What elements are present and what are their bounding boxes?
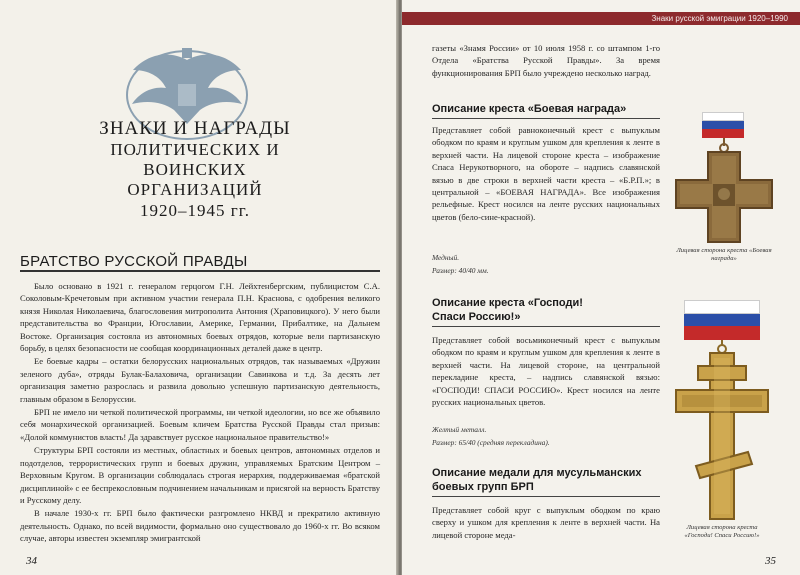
item-heading: Спаси Россию!»	[432, 311, 521, 323]
chapter-title	[60, 118, 330, 222]
item-description: Представляет собой круг с выпуклым ободком по краю сверху и ушком для крепления к ленте в верхней части. На лицевой стороне меда-	[432, 505, 660, 540]
bronze-cross-image	[666, 138, 782, 244]
page-number: 35	[765, 555, 776, 567]
figure-caption: Лицевая сторона креста «Боевая награда»	[676, 247, 772, 262]
tricolor-ribbon	[684, 300, 760, 340]
section-heading: БРАТСТВО РУССКОЙ ПРАВДЫ	[20, 253, 248, 270]
item-description: Представляет собой восьмиконечный крест с выпуклым ободком по краям и круглым ушком для крепления к ленте в верхней части. На лицевой стороне, на центральной перекладине креста, – надпись славянской вязью: «ГОСПОДИ! СПАСИ РОССИЮ». Крест носился на ленте русских национальных цветов.	[432, 335, 660, 408]
figure-caption-line: Лицевая сторона креста	[686, 524, 758, 531]
running-head-text: Знаки русской эмиграции 1920–1990	[651, 14, 788, 23]
item-size: Размер: 65/40 (средняя перекладина).	[432, 438, 550, 447]
chapter-title-line: ОРГАНИЗАЦИЙ	[127, 180, 263, 199]
item-divider	[432, 496, 660, 497]
intro-text: газеты «Знамя России» от 10 июля 1958 г. со штампом 1-го Отдела «Братства Русской Правды». За время функционирования БРП было учреждено несколько наград.	[432, 43, 660, 78]
running-head	[402, 12, 800, 25]
item-size: Размер: 40/40 мм.	[432, 266, 489, 275]
paragraph: Структуры БРП состояли из местных, областных и боевых центров, автономных отделов и подотделов, террористических групп и боевых дружин, управляемых Братским Центром – Верховным Кругом. В организации соблюдалась строгая иерархия, поддерживаемая «братской дисциплиной» с ее беспрекословным подчинением начальникам и присягой на верность Братству и Русскому делу.	[20, 445, 380, 505]
paragraph: Было основано в 1921 г. генералом герцогом Г.Н. Лейхтенбергским, публицистом С.А. Соколовым-Кречетовым при активном участии генерала П.Н. Краснова, с одобрения великого князя Николая Николаевича, благословения митрополита Антония (Храповицкого). У него были представительства во Франции, Югославии, Америке, Германии, Прибалтике, на Дальнем Востоке. Организация состояла из автономных боевых отрядов, которые вели партизанскую борьбу, в целях безопасности не сообщая координационных деталей даже в центр.	[20, 281, 380, 354]
paragraph: Ее боевые кадры – остатки белорусских национальных отрядов, так называемых «Дружин зеленого дуба», отряды Булак-Балаховича, организации Савинкова и т.д. За десять лет организация заметно разрослась и развила довольно успешную партизанскую деятельность, главным образом в Белоруссии.	[20, 356, 380, 404]
chapter-title-line: ПОЛИТИЧЕСКИХ И ВОИНСКИХ	[110, 140, 280, 179]
paragraph: В начале 1930-х гг. БРП было фактически разгромлено НКВД и прекратило активную деятельность. Однако, по всей видимости, формально оно существовало до 1960-х гг. Во всяком случае, авторы известен экземпляр эмигрантской	[20, 508, 380, 544]
left-page	[0, 0, 398, 575]
page-number: 34	[26, 555, 37, 567]
brass-orthodox-cross-image	[672, 340, 772, 522]
heading-divider	[20, 270, 380, 272]
item-heading: Описание медали для мусульманских	[432, 467, 642, 479]
tricolor-ribbon	[702, 112, 744, 138]
item-heading: Описание креста «Господи!	[432, 297, 583, 309]
item-heading: боевых групп БРП	[432, 481, 534, 493]
item-material: Медный.	[432, 253, 460, 262]
chapter-title-years: 1920–1945 гг.	[139, 201, 251, 220]
item-divider	[432, 326, 660, 327]
right-page	[402, 0, 800, 575]
item-description: Представляет собой равноконечный крест с выпуклым ободком по краям и круглым ушком для крепления к ленте в верхней части. На лицевой стороне креста – изображение Спаса Нерукотворного, на обороте – надпись славянской вязью в две строки в верхней части креста – «Б.Р.П.»; в центральной – «БОЕВАЯ НАГРАДА». Все изображения рельефные. Крест носился на ленте русских национальных цветов (бело-сине-красной).	[432, 125, 660, 222]
item-divider	[432, 118, 660, 119]
item-heading: Описание креста «Боевая награда»	[432, 103, 627, 115]
paragraph: БРП не имело ни четкой политической программы, ни четкой идеологии, но все же объявило себя монархической организацией. Боевым кличем Братства Русской Правды стал призыв: «Долой коммунистов власть! Да здравствует русское национальное правительство!»	[20, 407, 380, 442]
item-material: Желтый металл.	[432, 425, 487, 434]
figure-caption-line: «Господи! Спаси Россию!»	[684, 532, 760, 539]
figure-caption	[666, 524, 778, 540]
chapter-title-line: ЗНАКИ И НАГРАДЫ	[99, 118, 291, 139]
body-text	[20, 280, 380, 546]
